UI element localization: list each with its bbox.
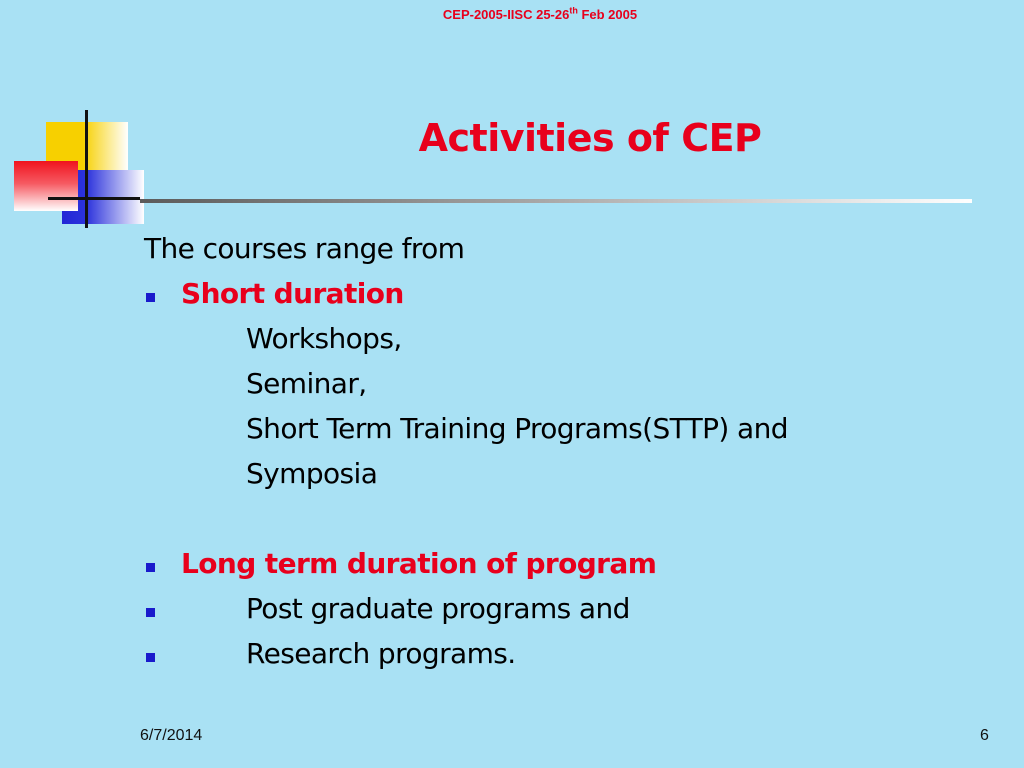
long-duration-heading: Long term duration of program [181, 547, 657, 580]
vertical-rule [85, 110, 88, 228]
footer-date: 6/7/2014 [140, 727, 203, 744]
bullet-icon [146, 563, 155, 572]
header-text: CEP-2005-IISC 25-26 [442, 7, 570, 22]
intro-text: The courses range from [144, 232, 465, 265]
list-item: Research programs. [246, 637, 516, 670]
short-duration-heading: Short duration [181, 277, 404, 310]
header-superscript: th [569, 5, 578, 16]
slide-title: Activities of CEP [418, 116, 762, 160]
bullet-icon [146, 653, 155, 662]
header-text-after: Feb 2005 [577, 7, 638, 22]
red-square [14, 161, 78, 211]
list-item: Symposia [246, 457, 378, 490]
bullet-icon [146, 608, 155, 617]
slide-header [350, 7, 730, 22]
list-item: Workshops, [246, 322, 402, 355]
decorative-logo [0, 0, 160, 240]
list-item: Seminar, [246, 367, 367, 400]
list-item: Short Term Training Programs(STTP) and [246, 412, 788, 445]
page-number: 6 [980, 727, 989, 744]
list-item: Post graduate programs and [246, 592, 630, 625]
bullet-icon [146, 293, 155, 302]
title-divider [140, 199, 972, 203]
horizontal-rule [48, 197, 140, 200]
